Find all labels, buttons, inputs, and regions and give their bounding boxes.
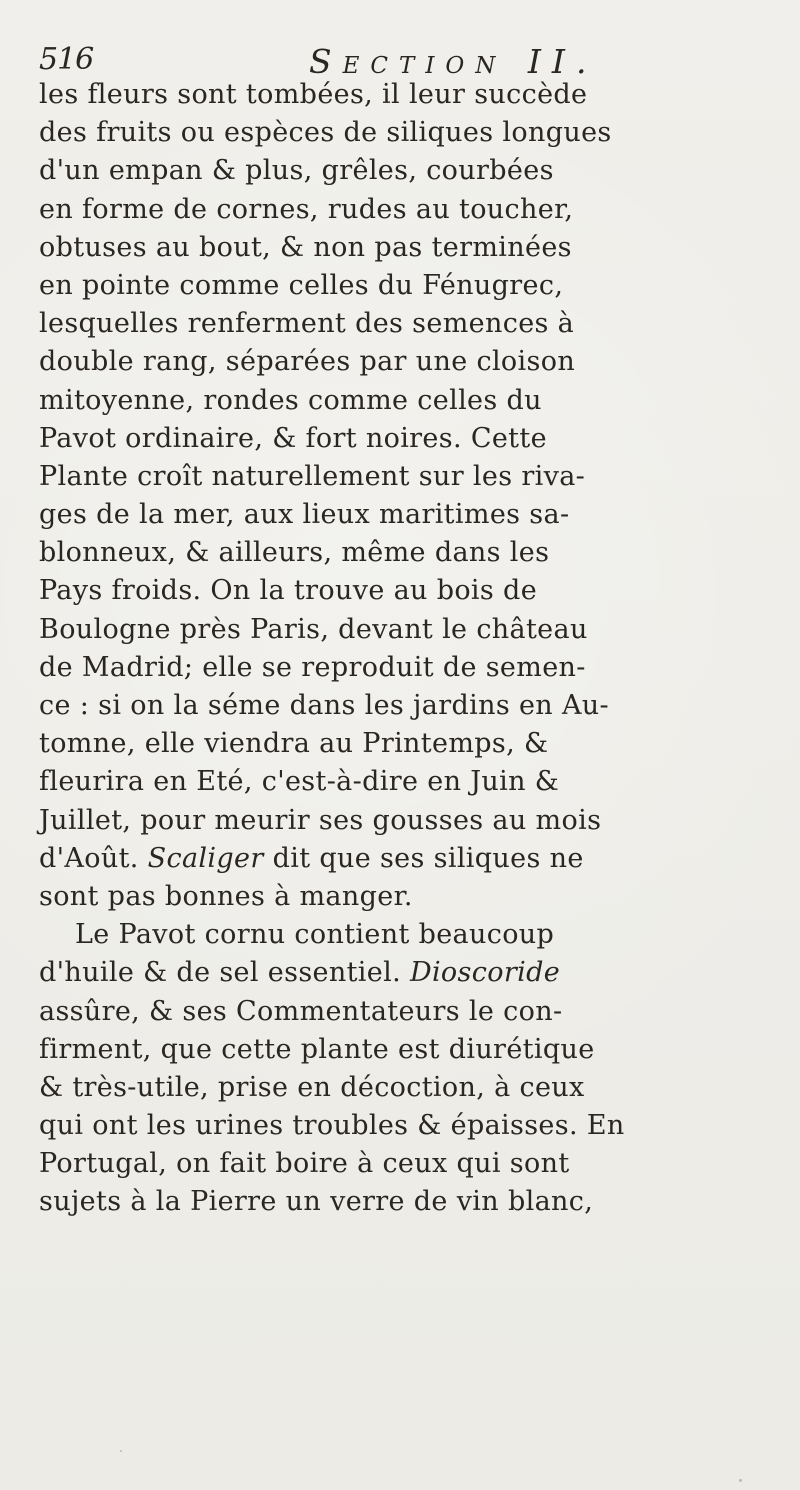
paper-speck	[739, 1479, 742, 1482]
text-line: les fleurs sont tombées, il leur succède	[39, 79, 588, 110]
text-line-with-author	[39, 954, 769, 992]
text-line: sujets à la Pierre un verre de vin blanc,	[39, 1186, 594, 1218]
text-line: double rang, séparées par une cloison	[39, 346, 576, 378]
text-line: obtuses au bout, & non pas terminées	[39, 231, 572, 263]
text-line: lesquelles renferment des semences à	[39, 308, 575, 340]
author-name-scaliger: Scaliger	[147, 842, 264, 874]
paragraph-start-line: Le Pavot cornu contient beaucoup	[75, 919, 555, 951]
text-line: d'un empan & plus, grêles, courbées	[39, 155, 554, 187]
text-line: Plante croît naturellement sur les riva-	[39, 460, 586, 492]
text-line: qui ont les urines troubles & épaisses. En	[39, 1110, 625, 1142]
text-line: tomne, elle viendra au Printemps, &	[39, 728, 549, 760]
text-line: Pavot ordinaire, & fort noires. Cette	[39, 422, 547, 454]
text-segment: dit que ses siliques ne	[263, 842, 584, 874]
author-name-dioscoride: Dioscoride	[409, 957, 561, 989]
text-line: en pointe comme celles du Fénugrec,	[39, 269, 564, 301]
text-line: & très-utile, prise en décoction, à ceux	[39, 1071, 585, 1103]
text-line: sont pas bonnes à manger.	[39, 880, 413, 912]
body-text	[39, 76, 769, 1222]
text-line: Pays froids. On la trouve au bois de	[39, 575, 538, 607]
text-line-with-author	[39, 840, 769, 878]
text-line: assûre, & ses Commentateurs le con-	[39, 995, 563, 1027]
running-head: Section II.	[309, 42, 598, 81]
text-line: de Madrid; elle se reproduit de semen-	[39, 651, 586, 683]
text-line: fleurira en Eté, c'est-à-dire en Juin &	[39, 766, 560, 798]
paper-speck	[120, 1450, 122, 1452]
text-line: Portugal, on fait boire à ceux qui sont	[39, 1148, 570, 1180]
text-line: ges de la mer, aux lieux maritimes sa-	[39, 499, 570, 531]
text-line: des fruits ou espèces de siliques longues	[39, 117, 612, 149]
text-line: ce : si on la séme dans les jardins en Au-	[39, 690, 610, 721]
page-number: 516	[39, 42, 94, 77]
text-segment: d'huile & de sel essentiel.	[39, 957, 410, 989]
text-line: Boulogne près Paris, devant le château	[39, 613, 588, 645]
text-line: firment, que cette plante est diurétique	[39, 1033, 595, 1065]
text-segment: d'Août.	[39, 842, 148, 874]
text-line: blonneux, & ailleurs, même dans les	[39, 537, 550, 569]
text-line: Juillet, pour meurir ses gousses au mois	[39, 804, 602, 836]
text-line: mitoyenne, rondes comme celles du	[39, 384, 542, 416]
text-line: en forme de cornes, rudes au toucher,	[39, 193, 574, 225]
